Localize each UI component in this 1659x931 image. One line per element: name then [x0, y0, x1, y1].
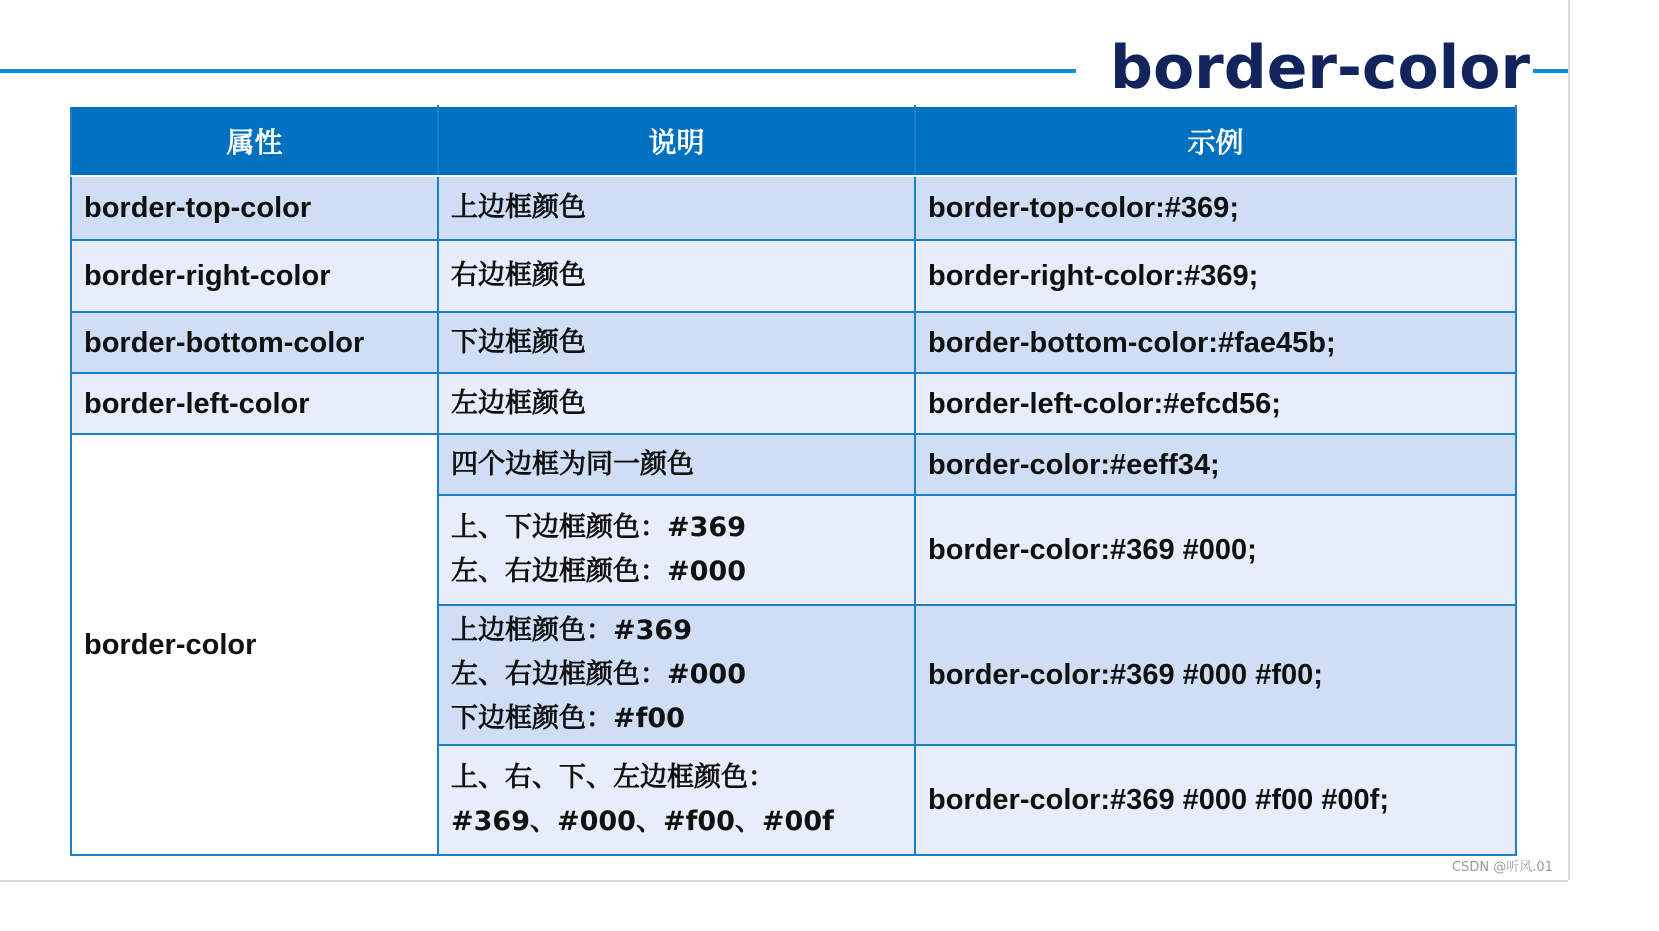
- slide-title: border-color: [1110, 33, 1531, 103]
- cell-example: border-top-color:#369;: [915, 176, 1516, 240]
- table-row: [71, 312, 1516, 373]
- cell-example: border-bottom-color:#fae45b;: [915, 312, 1516, 373]
- cell-description: 下边框颜色: [438, 312, 915, 373]
- table-row: [71, 176, 1516, 240]
- cell-property: border-right-color: [71, 240, 438, 312]
- cell-description: 上边框颜色: [438, 176, 915, 240]
- cell-example: border-color:#369 #000 #f00;: [915, 605, 1516, 745]
- cell-example: border-right-color:#369;: [915, 240, 1516, 312]
- title-rule-right: [1533, 69, 1568, 73]
- cell-description: 右边框颜色: [438, 240, 915, 312]
- properties-table: [70, 105, 1517, 856]
- cell-example: border-color:#369 #000 #f00 #00f;: [915, 745, 1516, 855]
- cell-property: border-top-color: [71, 176, 438, 240]
- table-row: [71, 434, 1516, 495]
- cell-description: 四个边框为同一颜色: [438, 434, 915, 495]
- title-rule-left: [0, 69, 1076, 73]
- cell-description: 上、右、下、左边框颜色： #369、#000、#f00、#00f: [438, 745, 915, 855]
- table-row: [71, 373, 1516, 434]
- bottom-gutter: [0, 880, 1659, 931]
- cell-description: 上边框颜色：#369 左、右边框颜色：#000 下边框颜色：#f00: [438, 605, 915, 745]
- header-description: 说明: [438, 106, 915, 176]
- right-gutter: [1568, 0, 1659, 931]
- table-row: [71, 240, 1516, 312]
- header-property: 属性: [71, 106, 438, 176]
- cell-example: border-color:#eeff34;: [915, 434, 1516, 495]
- watermark: CSDN @听风.01: [1452, 860, 1553, 875]
- cell-property: border-left-color: [71, 373, 438, 434]
- header-example: 示例: [915, 106, 1516, 176]
- cell-property: border-bottom-color: [71, 312, 438, 373]
- cell-example: border-left-color:#efcd56;: [915, 373, 1516, 434]
- cell-description: 左边框颜色: [438, 373, 915, 434]
- cell-example: border-color:#369 #000;: [915, 495, 1516, 605]
- cell-description: 上、下边框颜色：#369 左、右边框颜色：#000: [438, 495, 915, 605]
- cell-property-merged: border-color: [71, 434, 438, 855]
- table-header-row: [71, 106, 1516, 176]
